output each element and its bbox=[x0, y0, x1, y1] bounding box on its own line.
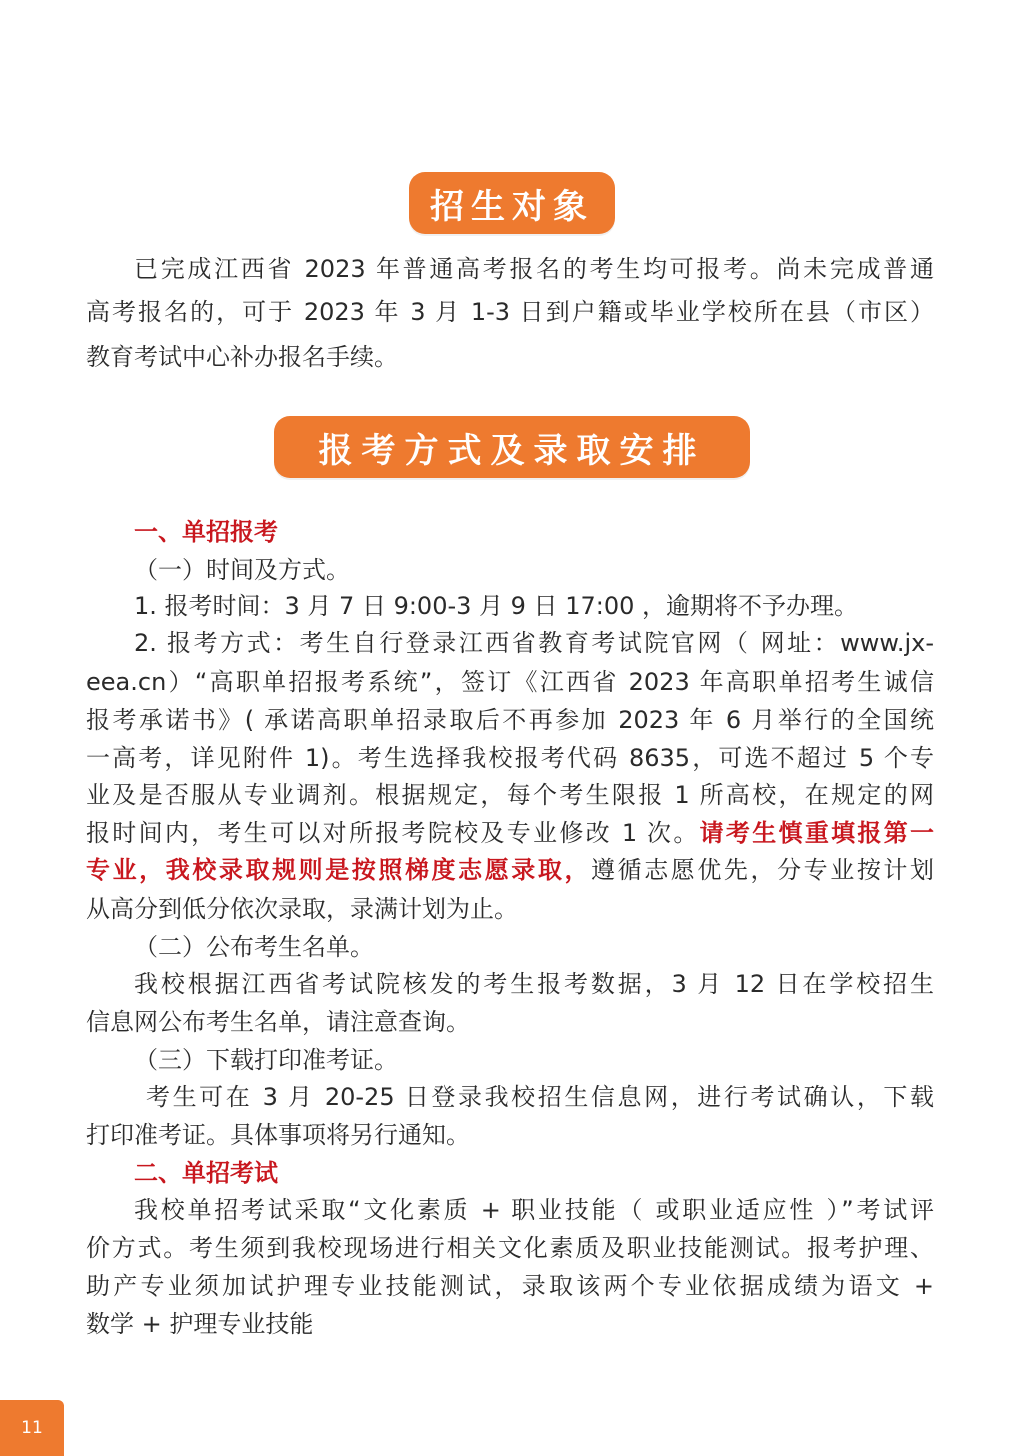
paragraph-line: 报考承诺书》( 承诺高职单招录取后不再参加 2023 年 6 月举行的全国统 bbox=[86, 706, 934, 734]
paragraph-line: eea.cn）“高职单招报考系统”，签订《江西省 2023 年高职单招考生诚信 bbox=[86, 668, 934, 696]
paragraph-line: 打印准考证。具体事项将另行通知。 bbox=[86, 1121, 470, 1149]
paragraph-line: 我校根据江西省考试院核发的考生报考数据，3 月 12 日在学校招生 bbox=[134, 970, 934, 998]
paragraph-line: 数学 + 护理专业技能 bbox=[86, 1310, 314, 1338]
emphasis-text: 专业，我校录取规则是按照梯度志愿录取， bbox=[86, 856, 592, 884]
paragraph-line: 教育考试中心补办报名手续。 bbox=[86, 343, 398, 371]
subheading-time-and-method: （一）时间及方式。 bbox=[134, 556, 350, 584]
page-number-tab bbox=[0, 1400, 64, 1456]
paragraph-line: 价方式。考生须到我校现场进行相关文化素质及职业技能测试。报考护理、 bbox=[86, 1234, 934, 1262]
section-title-application-and-admission bbox=[0, 416, 1024, 478]
paragraph-line: 助产专业须加试护理专业技能测试，录取该两个专业依据成绩为语文 + bbox=[86, 1272, 934, 1300]
subheading-publish-candidate-list: （二）公布考生名单。 bbox=[134, 933, 374, 961]
emphasis-text: 请考生慎重填报第一 bbox=[699, 819, 935, 847]
paragraph-line: 从高分到低分依次录取，录满计划为止。 bbox=[86, 895, 518, 923]
list-item-application-time: 1. 报考时间：3 月 7 日 9:00-3 月 9 日 17:00 ，逾期将不予办理。 bbox=[134, 592, 858, 620]
paragraph-line: 考生可在 3 月 20-25 日登录我校招生信息网，进行考试确认，下载 bbox=[146, 1083, 934, 1111]
paragraph-line: 信息网公布考生名单，请注意查询。 bbox=[86, 1008, 470, 1036]
paragraph-line: 高考报名的，可于 2023 年 3 月 1-3 日到户籍或毕业学校所在县（市区） bbox=[86, 298, 934, 326]
paragraph-line-with-emphasis bbox=[86, 815, 934, 851]
paragraph-line: 我校单招考试采取“文化素质 + 职业技能（ 或职业适应性 ）”考试评 bbox=[134, 1196, 934, 1224]
heading-single-recruitment-exam: 二、单招考试 bbox=[134, 1159, 278, 1187]
section-title-label: 招生对象 bbox=[409, 172, 615, 234]
paragraph-line: 一高考，详见附件 1)。考生选择我校报考代码 8635，可选不超过 5 个专 bbox=[86, 744, 934, 772]
subheading-print-admission-ticket: （三）下载打印准考证。 bbox=[134, 1046, 398, 1074]
paragraph-text: 遵循志愿优先，分专业按计划 bbox=[591, 856, 934, 884]
paragraph-line: 2. 报考方式：考生自行登录江西省教育考试院官网（ 网址：www.jx- bbox=[134, 629, 934, 657]
heading-single-recruitment-application: 一、单招报考 bbox=[134, 518, 278, 546]
paragraph-line-with-emphasis bbox=[86, 852, 934, 888]
page-number: 11 bbox=[21, 1418, 43, 1438]
section-title-admission-target bbox=[0, 172, 1024, 234]
paragraph-line: 已完成江西省 2023 年普通高考报名的考生均可报考。尚未完成普通 bbox=[134, 255, 934, 283]
paragraph-text: 报时间内，考生可以对所报考院校及专业修改 1 次。 bbox=[86, 819, 700, 847]
paragraph-line: 业及是否服从专业调剂。根据规定，每个考生限报 1 所高校，在规定的网 bbox=[86, 781, 934, 809]
section-title-label: 报考方式及录取安排 bbox=[274, 416, 750, 478]
